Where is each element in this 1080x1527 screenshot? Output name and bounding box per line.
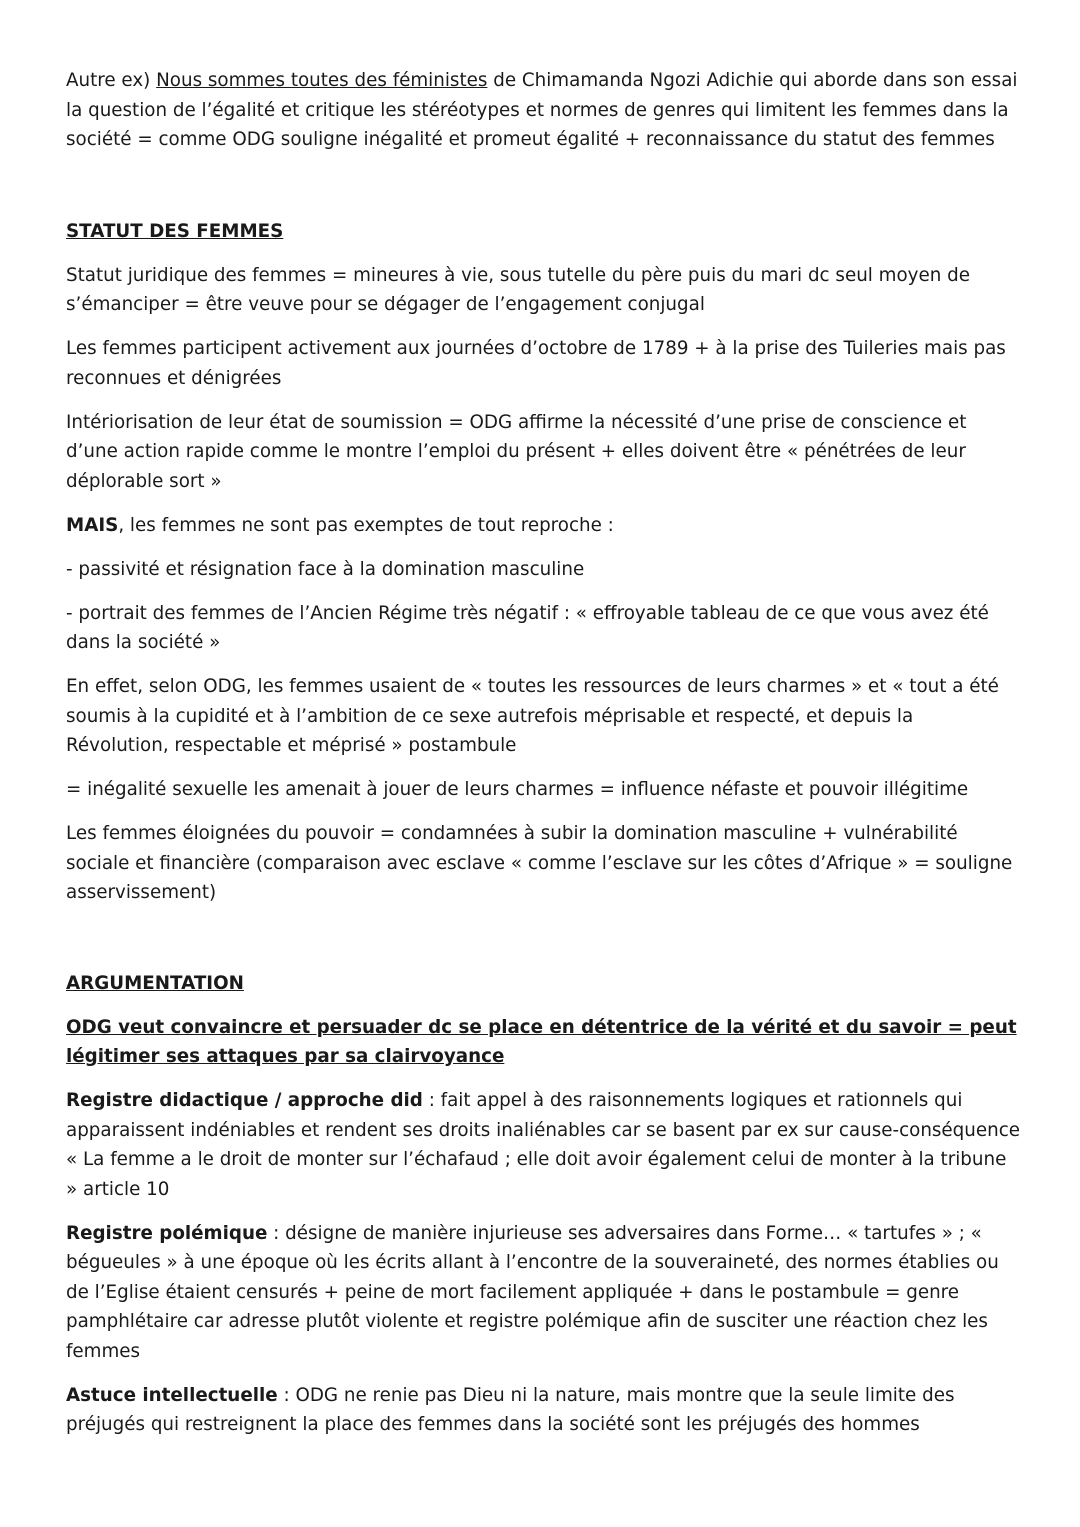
- statut-section: [66, 217, 1021, 908]
- astuce-paragraph: [66, 1381, 1021, 1440]
- polemique-label: Registre polémique: [66, 1222, 268, 1244]
- statut-paragraph-4: En effet, selon ODG, les femmes usaient de « toutes les ressources de leurs charmes » et « tout a été soumis à la cupidité et à l’ambition de ce sexe autrefois méprisable et respecté, et depuis la Révolution, respectable et méprisé » postambule: [66, 676, 999, 756]
- didactique-label: Registre didactique / approche did: [66, 1090, 423, 1111]
- intro-paragraph: [66, 66, 1021, 155]
- intro-rest: de Chimamanda Ngozi Adichie qui aborde dans son essai la question de l’égalité et critique les stéréotypes et normes de genres qui limitent les femmes dans la société = comme ODG souligne inégalité et promeut égalité + reconnaissance du statut des femmes: [66, 70, 1018, 150]
- statut-paragraph-6: Les femmes éloignées du pouvoir = condamnées à subir la domination masculine + vulnérabilité sociale et financière (comparaison avec esclave « comme l’esclave sur les côtes d’Afrique » = souligne asservissement): [66, 823, 1013, 903]
- polemique-paragraph: [66, 1219, 1021, 1367]
- statut-paragraph-2: Les femmes participent activement aux journées d’octobre de 1789 + à la prise des Tuileries mais pas reconnues et dénigrées: [66, 338, 1006, 389]
- mais-paragraph: [66, 511, 1021, 541]
- mais-bold: MAIS: [66, 514, 119, 536]
- didactique-text: : fait appel à des raisonnements logiques et rationnels qui apparaissent indéniables et rendent ses droits inaliénables car se basent par ex sur cause-conséquence « La femme a le droit de monter sur l’échafaud ; elle doit avoir également celui de monter à la tribune » article 10: [66, 1090, 1020, 1200]
- bullet-item-1: - passivité et résignation face à la domination masculine: [66, 558, 585, 580]
- argumentation-subheading: ODG veut convaincre et persuader dc se place en détentrice de la vérité et du savoir = peut légitimer ses attaques par sa clairvoyance: [66, 1016, 1017, 1067]
- argumentation-section: [66, 969, 1021, 1440]
- statut-paragraph-5: = inégalité sexuelle les amenait à jouer de leurs charmes = influence néfaste et pouvoir illégitime: [66, 779, 969, 800]
- polemique-text: : désigne de manière injurieuse ses adversaires dans Forme… « tartufes » ; « bégueules » à une époque où les écrits allant à l’encontre de la souveraineté, des normes établies ou de l’Eglise étaient censurés + peine de mort facilement appliquée + dans le postambule = genre pamphlétaire car adresse plutôt violente et registre polémique afin de susciter une réaction chez les femmes: [66, 1222, 999, 1362]
- astuce-label: Astuce intellectuelle: [66, 1384, 278, 1406]
- bullet-item-2: - portrait des femmes de l’Ancien Régime très négatif : « effroyable tableau de ce que vous avez été dans la société »: [66, 602, 989, 653]
- argumentation-heading: ARGUMENTATION: [66, 972, 244, 994]
- intro-prefix: Autre ex): [66, 70, 157, 91]
- document-page: [66, 66, 1021, 1440]
- mais-rest: , les femmes ne sont pas exemptes de tout reproche :: [118, 514, 614, 536]
- statut-heading: STATUT DES FEMMES: [66, 220, 284, 242]
- book-title: Nous sommes toutes des féministes: [156, 70, 488, 91]
- statut-paragraph-3: Intériorisation de leur état de soumission = ODG affirme la nécessité d’une prise de conscience et d’une action rapide comme le montre l’emploi du présent + elles doivent être « pénétrées de leur déplorable sort »: [66, 411, 967, 492]
- statut-paragraph-1: Statut juridique des femmes = mineures à vie, sous tutelle du père puis du mari dc seul moyen de s’émanciper = être veuve pour se dégager de l’engagement conjugal: [66, 264, 970, 315]
- astuce-text: : ODG ne renie pas Dieu ni la nature, mais montre que la seule limite des préjugés qui restreignent la place des femmes dans la société sont les préjugés des hommes: [66, 1384, 955, 1435]
- didactique-paragraph: [66, 1086, 1021, 1204]
